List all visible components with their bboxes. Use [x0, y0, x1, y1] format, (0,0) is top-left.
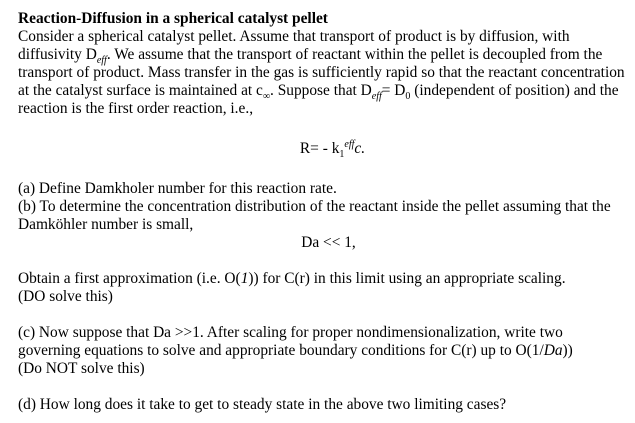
part-a: (a) Define Damkholer number for this reaction rate.	[18, 180, 337, 197]
deff-subscript-2: eff	[371, 91, 382, 103]
obtain-instruction: Obtain a first approximation (i.e. O(1)) for C(r) in this limit using an appropriate scaling.	[18, 270, 566, 287]
part-d: (d) How long does it take to get to steady state in the above two limiting cases?	[18, 396, 507, 413]
part-c-note: (Do NOT solve this)	[18, 360, 145, 377]
part-c: (c) Now suppose that Da >>1. After scaling for proper nondimensionalization, write two governing equations to solve and appropriate boundary conditions for C(r) up to O(1/Da))	[18, 324, 573, 359]
problem-title: Reaction-Diffusion in a spherical catalyst pellet	[18, 10, 328, 27]
damkohler-word: Damköhler	[18, 216, 88, 233]
d0-subscript: 0	[405, 91, 411, 103]
cinf-subscript: ∞	[262, 91, 271, 103]
deff-subscript: eff	[96, 55, 107, 67]
intro-paragraph: Consider a spherical catalyst pellet. Assume that transport of product is by diffusion, with diffusivity $D_{eff}$. We assume that the transport of reactant within the pellet is decoupled from the transport of product. Mass transfer in the gas is sufficiently rapid so that the reactant concentration at the catalyst surface is maintained at $c_\infty$. Suppose that $D_{eff}= D_0$ (independent of position) and the reaction is the first order reaction, i.e.,	[18, 28, 625, 117]
part-b: (b) To determine the concentration distribution of the reactant inside the pellet assuming that the Damköhler number is small,	[18, 198, 611, 233]
rate-equation: $R= - k_1^{eff}c$.	[299, 138, 366, 161]
obtain-note: (DO solve this)	[18, 288, 113, 305]
small-da-condition: Da << 1,	[301, 234, 356, 251]
